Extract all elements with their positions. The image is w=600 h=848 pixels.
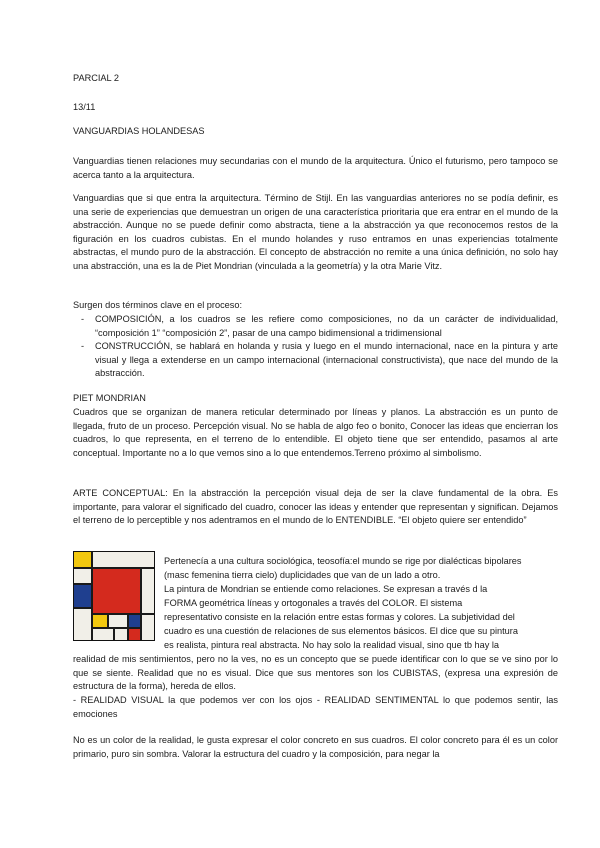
painting-yellow-cell [74, 552, 91, 567]
wrap-line: cuadro es una cuestión de relaciones de sus elementos básicos. El dice que su pintura [164, 626, 518, 636]
section-title: VANGUARDIAS HOLANDESAS [73, 126, 205, 136]
wrap-line: La pintura de Mondrian se entiende como relaciones. Se expresan a través d la [164, 584, 488, 594]
realidad-line: - REALIDAD VISUAL la que podemos ver con los ojos - REALIDAD SENTIMENTAL lo que podemos sentir, las emociones [73, 695, 558, 719]
wrap-line: FORMA geométrica líneas y ortogonales a través del COLOR. El sistema [164, 598, 463, 608]
wrap-line: es realista, pintura real abstracta. No hay solo la realidad visual, sino que tb hay la [164, 640, 500, 650]
key-terms-intro: Surgen dos términos clave en el proceso: [73, 300, 243, 310]
painting-white-cell [93, 629, 113, 640]
painting-white-cell [109, 615, 127, 627]
mondrian-heading: PIET MONDRIAN [73, 393, 146, 403]
painting-yellow-cell [93, 615, 107, 627]
wrap-line: (masc femenina tierra cielo) duplicidades que van de un lado a otro. [164, 570, 441, 580]
painting-white-cell [93, 552, 154, 567]
painting-white-cell [115, 629, 127, 640]
painting-blue-cell [129, 615, 140, 627]
painting-white-cell [74, 569, 91, 583]
key-terms-list [73, 313, 558, 381]
paragraph-color-concreto: No es un color de la realidad, le gusta expresar el color concreto en sus cuadros. El color concreto para él es un color primario, puro sin sombra. Valorar la estructura del cuadro y la composición, para negar la [73, 735, 558, 759]
paragraph-realidad-sentimientos: realidad de mis sentimientos, pero no la ves, no es un concepto que se puede identificar con lo que se ve sino por lo que se siente. Realidad que no es visual. Dice que sus mentores son los CUBISTAS, (expresa una expresión de estructura de la forma), hereda de ellos. [73, 654, 558, 692]
painting-red-cell [129, 629, 140, 640]
painting-white-cell [142, 615, 154, 640]
paragraph-intro: Vanguardias tienen relaciones muy secundarias con el mundo de la arquitectura. Único el futurismo, pero tampoco se acerca tanto a la arquitectura. [73, 156, 558, 180]
bullet-composicion: - COMPOSICIÓN, a los cuadros se les refiere como composiciones, no da un carácter de individualidad, “composición 1” “composición 2”, pasar de una campo bidimensional a tridimensional [73, 313, 558, 340]
mondrian-composition-painting [73, 551, 155, 641]
date-label: 13/11 [73, 102, 96, 112]
bullet-construccion: - CONSTRUCCIÓN, se hablará en holanda y rusia y luego en el mundo internacional, nace en la pintura y arte visual y llega a extenderse en un campo internacional (internacional constructivista), que nace del mundo de la abstracción. [73, 340, 558, 381]
paragraph-arte-conceptual: ARTE CONCEPTUAL: En la abstracción la percepción visual deja de ser la clave fundamental de la obra. Es importante, para valorar el significado del cuadro, conocer las ideas y entender que representan y significan. Dejamos el terreno de lo perceptible y nos adentramos en el mundo de lo ENTENDIBLE. “El objeto quiere ser entendido” [73, 488, 558, 526]
painting-blue-cell [74, 585, 91, 607]
painting-white-cell [74, 609, 91, 640]
paragraph-mondrian: Cuadros que se organizan de manera reticular determinado por líneas y planos. La abstracción es un punto de llegada, fruto de un proceso. Percepción visual. No se habla de algo feo o bonito, Conocer las ideas que encierran los cuadros, lo que representa, en el terreno de lo entendible. El objeto tiene que ser entendido, pasamos al arte conceptual. Importante no a lo que vemos sino a lo que entendemos.Terreno próximo al simbolismo. [73, 407, 558, 458]
wrap-line: representativo consiste en la relación entre estas formas y colores. La subjetividad del [164, 612, 515, 622]
parcial-heading: PARCIAL 2 [73, 73, 119, 83]
paragraph-stijl: Vanguardias que si que entra la arquitectura. Término de Stijl. En las vanguardias anteriores no se podía definir, es una serie de experiencias que demuestran un origen de una característica prioritaria que era entrar en el mundo de la abstracción. Aunque no se puede definir como abstracta, tiene a la abstracción ya que reconocemos restos de la figuración en los cuadros cubistas. En el mundo holandes y ruso entramos en unas experiencias totalmente abstractas, el mundo puro de la abstracción. El concepto de abstracción no remite a una única definición, no solo hay una abstracción, una es la de Piet Mondrian (vinculada a la geometría) y la otra Marie Vitz. [73, 193, 558, 271]
painting-red-cell [93, 569, 140, 613]
painting-white-cell [142, 569, 154, 613]
wrap-line: Pertenecía a una cultura sociológica, teosofía:el mundo se rige por dialécticas bipolares [164, 556, 522, 566]
